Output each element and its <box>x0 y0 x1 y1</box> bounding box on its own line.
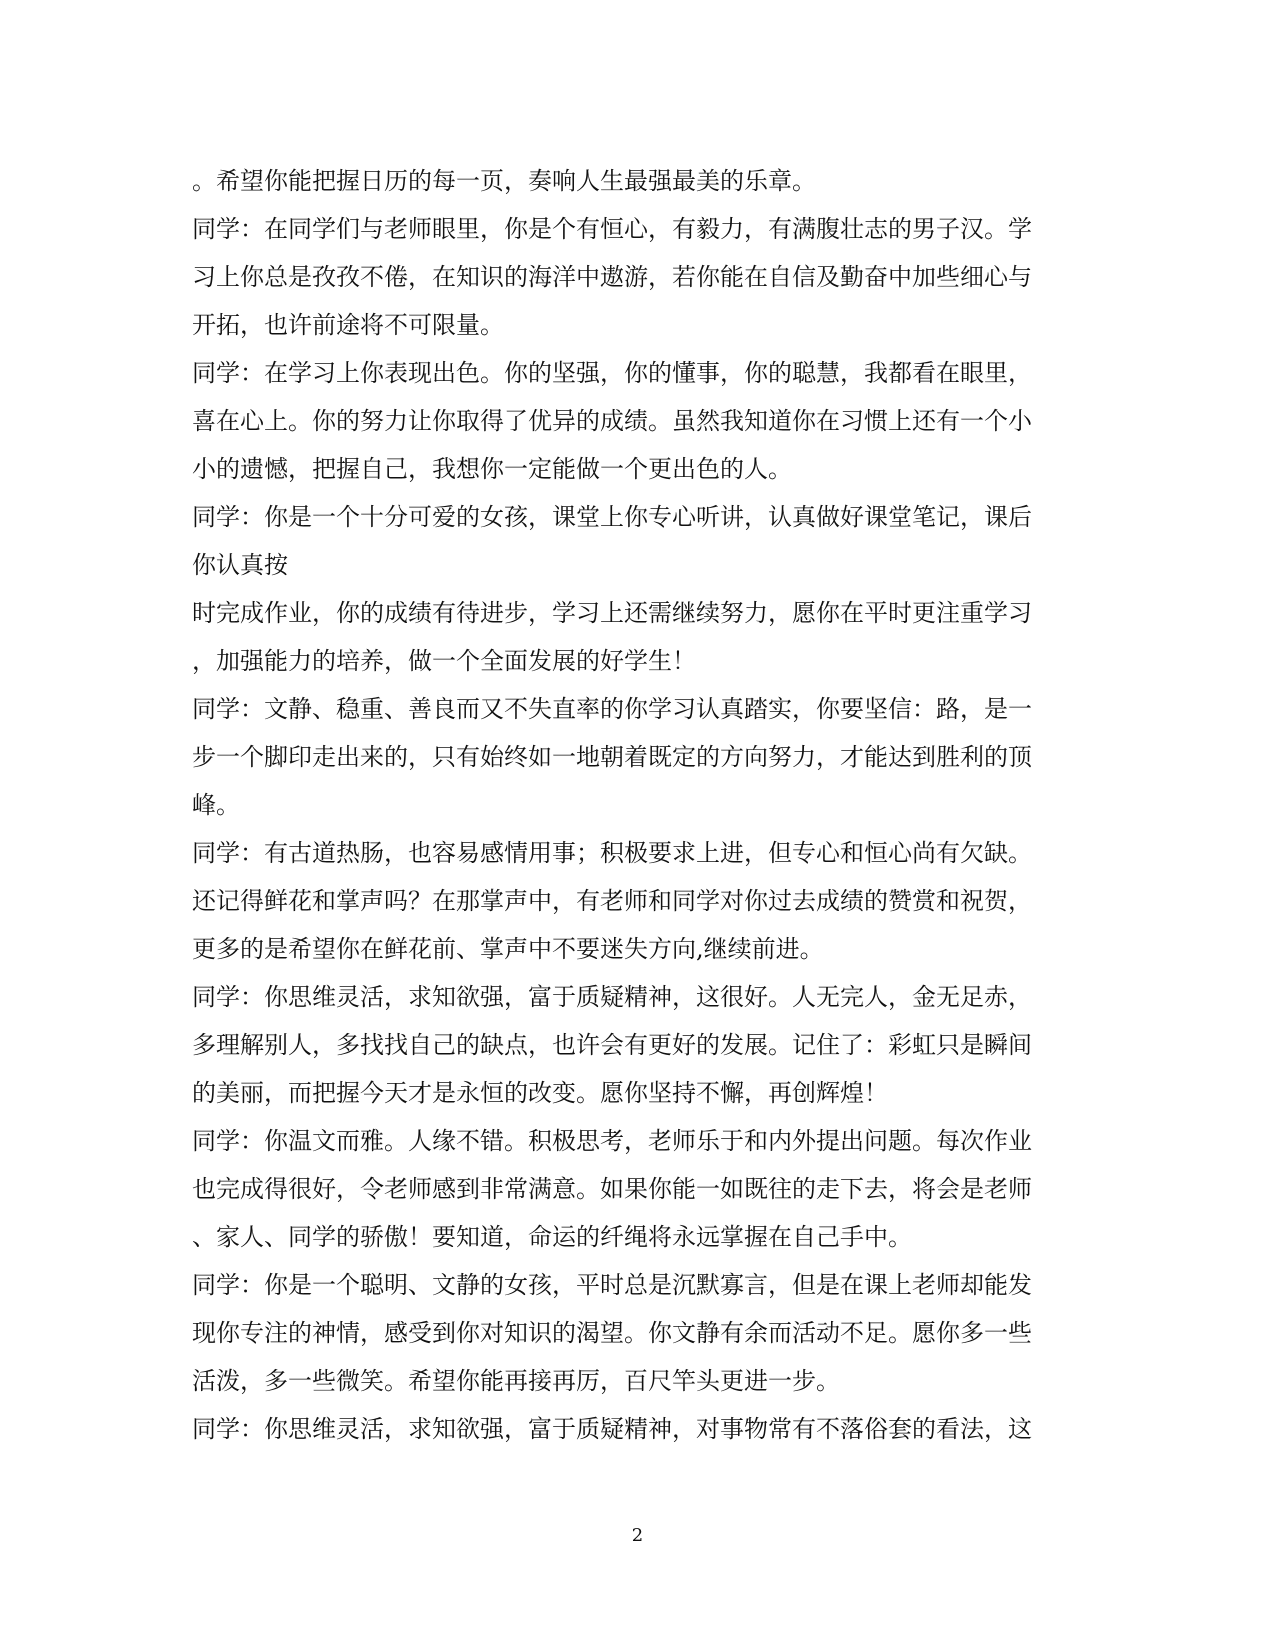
text-line: 也完成得很好，令老师感到非常满意。如果你能一如既往的走下去，将会是老师 <box>192 1175 1032 1203</box>
document-body <box>192 157 1072 1453</box>
text-line: 你认真按 <box>192 551 288 579</box>
text-line: ，加强能力的培养，做一个全面发展的好学生！ <box>192 647 696 675</box>
text-line: 同学：你思维灵活，求知欲强，富于质疑精神，对事物常有不落俗套的看法，这 <box>192 1415 1032 1443</box>
text-line: 时完成作业，你的成绩有待进步，学习上还需继续努力，愿你在平时更注重学习 <box>192 599 1032 627</box>
text-line: 活泼，多一些微笑。希望你能再接再厉，百尺竿头更进一步。 <box>192 1367 840 1395</box>
text-line: 喜在心上。你的努力让你取得了优异的成绩。虽然我知道你在习惯上还有一个小 <box>192 407 1032 435</box>
text-line: 、家人、同学的骄傲！要知道，命运的纤绳将永远掌握在自己手中。 <box>192 1223 912 1251</box>
text-line: 同学：你是一个十分可爱的女孩，课堂上你专心听讲，认真做好课堂笔记，课后 <box>192 503 1032 531</box>
text-line: 。希望你能把握日历的每一页，奏响人生最强最美的乐章。 <box>192 167 816 195</box>
text-line: 峰。 <box>192 791 240 819</box>
text-line: 的美丽，而把握今天才是永恒的改变。愿你坚持不懈，再创辉煌！ <box>192 1079 888 1107</box>
text-line: 同学：文静、稳重、善良而又不失直率的你学习认真踏实，你要坚信：路，是一 <box>192 695 1032 723</box>
text-line: 同学：你思维灵活，求知欲强，富于质疑精神，这很好。人无完人，金无足赤， <box>192 983 1032 1011</box>
text-line: 还记得鲜花和掌声吗？在那掌声中，有老师和同学对你过去成绩的赞赏和祝贺， <box>192 887 1032 915</box>
page-number: 2 <box>631 1525 644 1546</box>
text-line: 同学：有古道热肠，也容易感情用事；积极要求上进，但专心和恒心尚有欠缺。 <box>192 839 1032 867</box>
text-line: 现你专注的神情，感受到你对知识的渴望。你文静有余而活动不足。愿你多一些 <box>192 1319 1032 1347</box>
text-line: 更多的是希望你在鲜花前、掌声中不要迷失方向,继续前进。 <box>192 935 824 963</box>
text-line: 步一个脚印走出来的，只有始终如一地朝着既定的方向努力，才能达到胜利的顶 <box>192 743 1032 771</box>
text-line: 同学：在学习上你表现出色。你的坚强，你的懂事，你的聪慧，我都看在眼里， <box>192 359 1032 387</box>
text-line: 同学：你温文而雅。人缘不错。积极思考，老师乐于和内外提出问题。每次作业 <box>192 1127 1032 1155</box>
text-line: 开拓，也许前途将不可限量。 <box>192 311 504 339</box>
text-line: 同学：在同学们与老师眼里，你是个有恒心，有毅力，有满腹壮志的男子汉。学 <box>192 215 1032 243</box>
text-line: 多理解别人，多找找自己的缺点，也许会有更好的发展。记住了：彩虹只是瞬间 <box>192 1031 1032 1059</box>
text-line: 小的遗憾，把握自己，我想你一定能做一个更出色的人。 <box>192 455 792 483</box>
text-line: 同学：你是一个聪明、文静的女孩，平时总是沉默寡言，但是在课上老师却能发 <box>192 1271 1032 1299</box>
text-line: 习上你总是孜孜不倦，在知识的海洋中遨游，若你能在自信及勤奋中加些细心与 <box>192 263 1032 291</box>
